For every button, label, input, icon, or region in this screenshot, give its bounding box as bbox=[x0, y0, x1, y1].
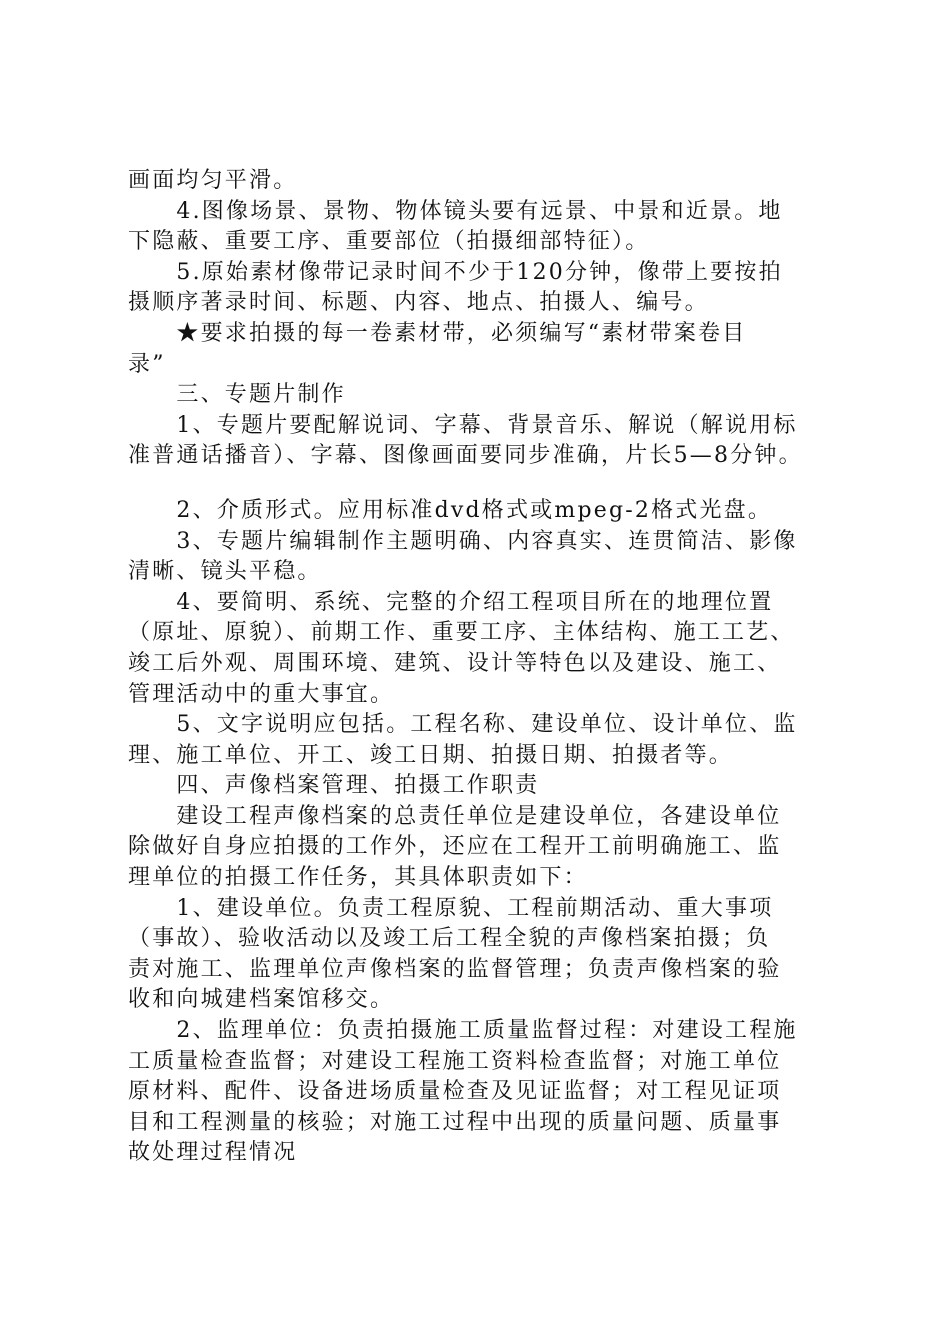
section-heading: 三、专题片制作 bbox=[128, 382, 346, 408]
body-text bbox=[128, 166, 833, 1169]
text-line: 画面均匀平滑。 bbox=[128, 168, 298, 193]
text-line: 除做好自身应拍摄的工作外，还应在工程开工前明确施工、监 bbox=[128, 834, 782, 860]
paragraph-gap bbox=[128, 472, 833, 496]
text-line: （原址、原貌）、前期工作、重要工序、主体结构、施工工艺、 bbox=[128, 620, 795, 646]
text-line: 原材料、配件、设备进场质量检查及见证监督；对工程见证项 bbox=[128, 1079, 782, 1105]
text-line: 下隐蔽、重要工序、重要部位（拍摄细部特征）。 bbox=[128, 229, 650, 255]
text-line: 摄顺序著录时间、标题、内容、地点、拍摄人、编号。 bbox=[128, 290, 709, 316]
text-line: 3、专题片编辑制作主题明确、内容真实、连贯简洁、影像 bbox=[128, 528, 798, 554]
text-line: 收和向城建档案馆移交。 bbox=[128, 987, 395, 1013]
text-line: 理单位的拍摄工作任务，其具体职责如下： bbox=[128, 865, 588, 891]
text-line: 5、文字说明应包括。工程名称、建设单位、设计单位、监 bbox=[128, 712, 798, 738]
text-line: 责对施工、监理单位声像档案的监督管理；负责声像档案的验 bbox=[128, 956, 782, 982]
text-line: 1、建设单位。负责工程原貌、工程前期活动、重大事项 bbox=[128, 895, 774, 921]
text-line: 目和工程测量的核验；对施工过程中出现的质量问题、质量事 bbox=[128, 1109, 782, 1135]
text-line: 4、要简明、系统、完整的介绍工程项目所在的地理位置 bbox=[128, 589, 774, 615]
text-line: 清晰、镜头平稳。 bbox=[128, 559, 322, 585]
text-line: 2、介质形式。应用标准dvd格式或mpeg-2格式光盘。 bbox=[128, 497, 773, 523]
text-line: （事故）、验收活动以及竣工后工程全貌的声像档案拍摄；负 bbox=[128, 926, 771, 952]
text-line: 1、专题片要配解说词、字幕、背景音乐、解说（解说用标 bbox=[128, 412, 798, 438]
text-line: 准普通话播音）、字幕、图像画面要同步准确，片长5—8分钟。 bbox=[128, 443, 803, 469]
text-line: 录” bbox=[128, 351, 166, 377]
text-line: 4.图像场景、景物、物体镜头要有远景、中景和近景。地 bbox=[128, 198, 783, 224]
text-line: 竣工后外观、周围环境、建筑、设计等特色以及建设、施工、 bbox=[128, 650, 782, 676]
text-line: 5.原始素材像带记录时间不少于120分钟，像带上要按拍 bbox=[128, 259, 783, 285]
text-line: 理、施工单位、开工、竣工日期、拍摄日期、拍摄者等。 bbox=[128, 742, 734, 768]
text-line: ★要求拍摄的每一卷素材带，必须编写“素材带案卷目 bbox=[128, 320, 747, 346]
text-line: 2、监理单位：负责拍摄施工质量监督过程：对建设工程施 bbox=[128, 1018, 798, 1044]
text-line: 建设工程声像档案的总责任单位是建设单位，各建设单位 bbox=[128, 803, 782, 829]
section-heading: 四、声像档案管理、拍摄工作职责 bbox=[128, 773, 540, 799]
text-line: 管理活动中的重大事宜。 bbox=[128, 681, 395, 707]
text-line: 故处理过程情况 bbox=[128, 1140, 298, 1166]
text-line: 工质量检查监督；对建设工程施工资料检查监督；对施工单位 bbox=[128, 1048, 782, 1074]
